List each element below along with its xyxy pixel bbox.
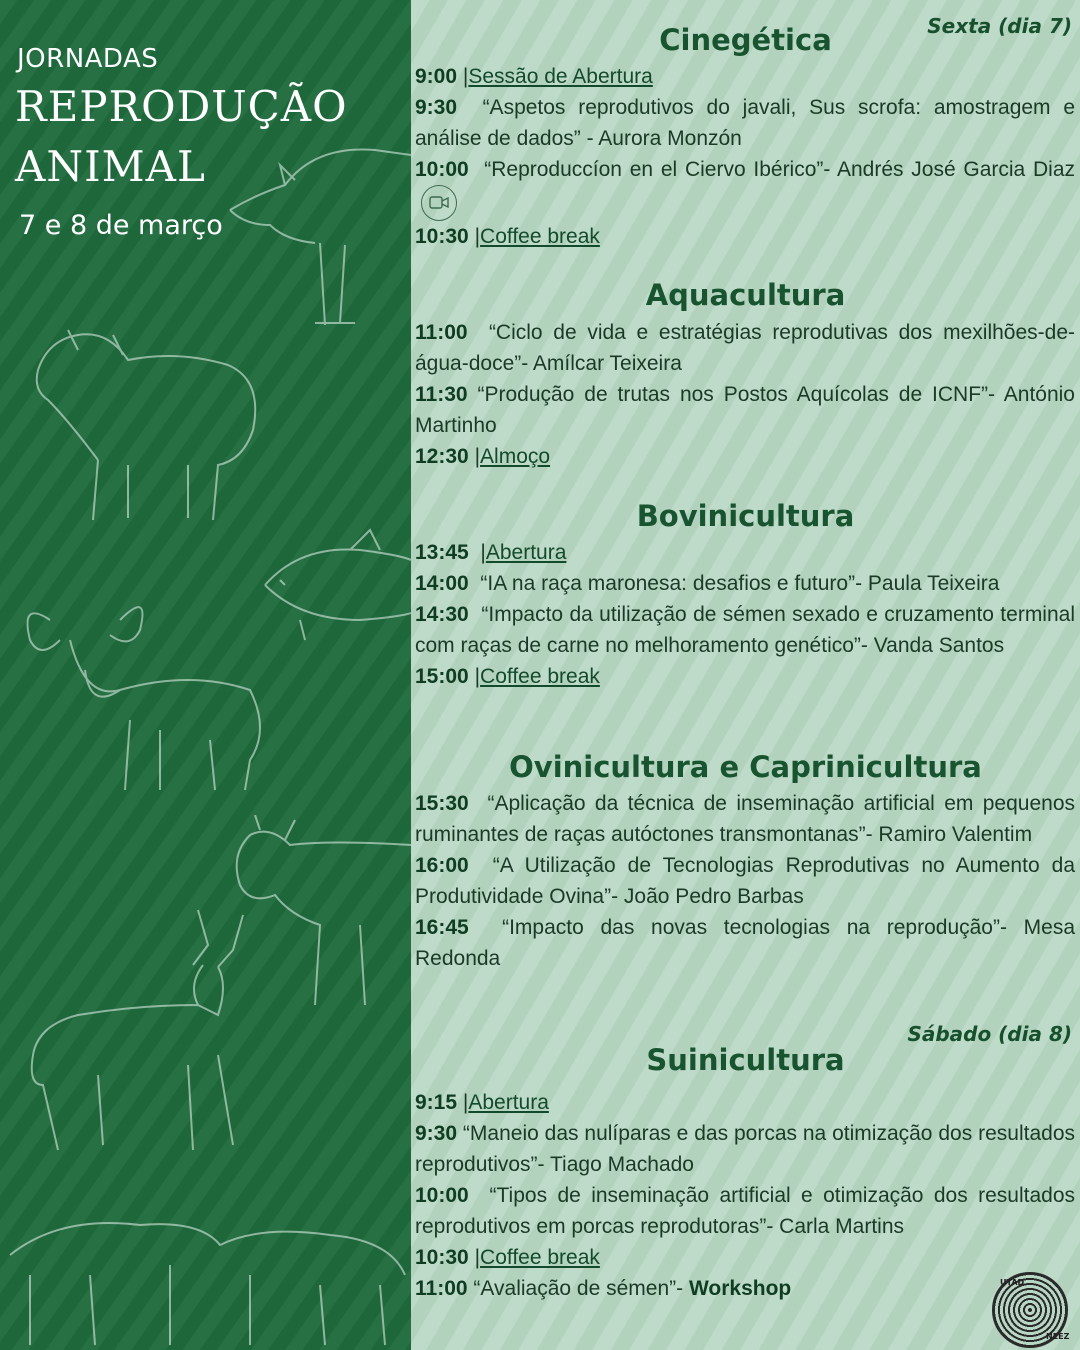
item-time: 11:00 [415,1277,468,1300]
item-time: 14:30 [415,603,469,626]
item-time: 10:30 [415,225,469,248]
program-item [415,599,1075,661]
item-text: “Avaliação de sémen”- [473,1277,689,1300]
program-item [415,92,1075,154]
item-text: “A Utilização de Tecnologias Reprodutivas no Aumento da Produtividade Ovina”- João Pedro Barbas [415,854,1075,908]
program-item [415,1087,1075,1118]
item-text: “IA na raça maronesa: desafios e futuro”- Paula Teixeira [480,572,1000,595]
program-item [415,788,1075,850]
item-time: 11:00 [415,321,468,344]
section-title-cinegetica: Cinegética [659,23,832,57]
program-item [415,1118,1075,1180]
item-separator: | [474,665,481,688]
item-time: 15:30 [415,792,469,815]
item-text: “Impacto da utilização de sémen sexado e cruzamento terminal com raças de carne no melhoramento genético”- Vanda Santos [415,603,1076,657]
item-link[interactable]: Abertura [468,1091,549,1114]
event-title-line1: REPRODUÇÃO [15,82,348,131]
item-text: “Ciclo de vida e estratégias reprodutivas dos mexilhões-de-água-doce”- Amílcar Teixeira [415,321,1075,375]
section-title-suinicultura: Suinicultura [646,1043,845,1077]
program-item [415,441,1075,472]
boar-illustration [225,125,411,330]
grazing-sheep-illustration [0,1195,411,1350]
event-title-line2: ANIMAL [15,142,206,191]
item-text: “Impacto das novas tecnologias na reprodução”- Mesa Redonda [415,916,1076,970]
item-text: “Maneio das nulíparas e das porcas na otimização dos resultados reprodutivos”- Tiago Machado [415,1122,1075,1176]
item-separator: | [474,225,481,248]
program-item [415,154,1075,221]
item-time: 9:15 [415,1091,458,1114]
pig-illustration [28,320,263,525]
item-text: “Reproduccíon en el Ciervo Ibérico”- Andrés José Garcia Diaz [484,158,1076,181]
section-title-bovinicultura: Bovinicultura [636,499,855,533]
program-block-ovinicultura [415,788,1075,974]
ram-illustration [10,580,270,795]
logo-text-top: UTAD [1000,1278,1025,1287]
logo-text-bottom: NEEZ [1046,1332,1070,1341]
program-item [415,379,1075,441]
event-dates: 7 e 8 de março [19,210,223,241]
item-time: 12:30 [415,445,469,468]
item-link[interactable]: Sessão de Abertura [468,65,653,88]
program-block-suinicultura [415,1087,1075,1304]
program-item [415,1242,1075,1273]
program-item [415,221,1075,252]
item-link[interactable]: Coffee break [480,225,600,248]
item-link[interactable]: Coffee break [480,1246,600,1269]
program-item [415,661,1075,692]
item-time: 11:30 [415,383,468,406]
item-time: 9:30 [415,96,458,119]
day-label-saturday: Sábado (dia 8) [907,1022,1072,1046]
item-link[interactable]: Almoço [480,445,551,468]
item-text: “Aspetos reprodutivos do javali, Sus scrofa: amostragem e análise de dados” - Aurora Monzón [415,96,1075,150]
item-text: “Produção de trutas nos Postos Aquícolas de ICNF”- António Martinho [415,383,1075,437]
item-text: “Tipos de inseminação artificial e otimização dos resultados reprodutivos em porcas reprodutoras”- Carla Martins [415,1184,1076,1238]
program-item [415,537,1075,568]
item-time: 9:30 [415,1122,458,1145]
section-title-ovinicultura: Ovinicultura e Caprinicultura [509,750,982,784]
program-item [415,1180,1075,1242]
item-separator: | [462,65,469,88]
deer-illustration [18,905,263,1155]
program-item [415,1273,1075,1304]
item-time: 10:00 [415,1184,469,1207]
fish-illustration [260,525,411,645]
event-kicker: JORNADAS [17,44,159,74]
item-time: 16:45 [415,916,469,939]
left-panel [0,0,411,1350]
item-separator: | [474,1246,481,1269]
item-time: 16:00 [415,854,469,877]
item-time: 9:00 [415,65,458,88]
program-block-bovinicultura [415,537,1075,692]
item-time: 15:00 [415,665,469,688]
item-time: 10:30 [415,1246,469,1269]
item-separator: | [462,1091,469,1114]
program-block-cinegetica [415,61,1075,252]
item-link[interactable]: Abertura [485,541,567,564]
item-time: 13:45 [415,541,469,564]
item-time: 14:00 [415,572,469,595]
item-time: 10:00 [415,158,469,181]
program-item [415,850,1075,912]
item-separator: | [474,445,481,468]
program-block-aquacultura [415,317,1075,472]
program-item [415,568,1075,599]
program-item [415,61,1075,92]
program-item [415,317,1075,379]
video-camera-icon [421,185,457,221]
workshop-label: Workshop [688,1277,792,1300]
right-panel [411,0,1080,1350]
section-title-aquacultura: Aquacultura [645,278,846,312]
item-text: “Aplicação da técnica de inseminação artificial em pequenos ruminantes de raças autóctones transmontanas”- Ramiro Valentim [415,792,1076,846]
item-separator: | [480,541,486,564]
program-item [415,912,1075,974]
item-link[interactable]: Coffee break [480,665,600,688]
day-label-friday: Sexta (dia 7) [927,14,1072,38]
